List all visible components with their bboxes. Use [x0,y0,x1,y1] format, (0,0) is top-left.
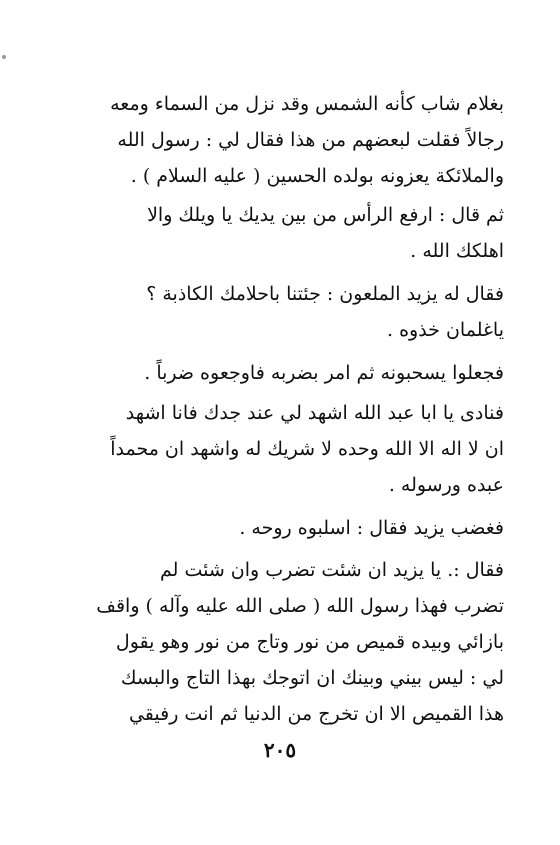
paragraph-5 [90,395,504,503]
text-line: فقال :. يا يزيد ان شئت تضرب وان شئت لم [159,559,504,581]
page-number: ٢٠٥ [263,738,297,762]
text-line: فغضب يزيد فقال : اسلبوه روحه . [239,517,504,539]
paragraph-7 [90,552,504,732]
text-line: ان لا اله الا الله وحده لا شريك له واشهد ان محمداً [110,438,504,460]
text-line: بازائي وبيده قميص من نور وتاج من نور وهو يقول [115,631,504,653]
text-line: والملائكة يعزونه بولده الحسين ( عليه السلام ) . [130,165,504,187]
text-line: رجالاً فقلت لبعضهم من هذا فقال لي : رسول الله [117,129,504,151]
text-line: ياغلمان خذوه . [387,319,504,341]
paragraph-4 [90,355,504,391]
text-line: تضرب فهذا رسول الله ( صلى الله عليه وآله ) واقف [96,595,504,617]
text-line: ثم قال : ارفع الرأس من بين يديك يا ويلك والا [147,204,504,226]
text-line: هذا القميص الا ان تخرج من الدنيا ثم انت رفيقي [128,703,504,725]
text-line: لي : ليس بيني وبينك ان اتوجك بهذا التاج والبسك [120,667,504,689]
paragraph-1 [90,86,504,194]
text-line: فقال له يزيد الملعون : جئتنا باحلامك الكاذبة ؟ [146,283,504,305]
scan-speck [2,55,6,59]
text-line: عبده ورسوله . [388,474,504,496]
text-line: فجعلوا يسحبونه ثم امر بضربه فاوجعوه ضرباً . [144,362,504,384]
text-line: فنادى يا ابا عبد الله اشهد لي عند جدك فانا اشهد [125,402,504,424]
paragraph-2 [90,197,504,269]
paragraph-6 [90,510,504,546]
text-line: اهلكك الله . [410,240,504,262]
text-line: بغلام شاب كأنه الشمس وقد نزل من السماء ومعه [110,93,504,115]
paragraph-3 [90,276,504,348]
